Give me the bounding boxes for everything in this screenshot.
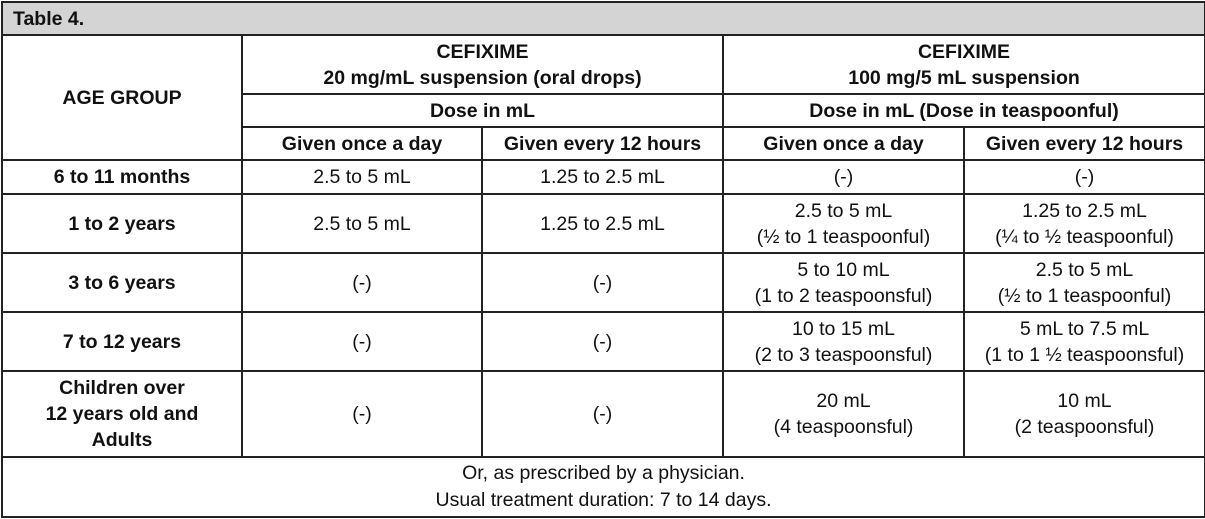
p1-every12-header: Given every 12 hours xyxy=(482,127,723,160)
p1-once-cell xyxy=(242,253,482,312)
cell-line: (-) xyxy=(1074,166,1095,188)
cell-line: 7 to 12 years xyxy=(62,330,182,353)
cell-line: 2.5 to 5 mL xyxy=(1035,258,1134,281)
cell-line: (2 teaspoonsful) xyxy=(1014,416,1155,438)
cell-line: 2.5 to 5 mL xyxy=(313,166,411,188)
p2-once-header: Given once a day xyxy=(723,127,964,160)
p2-every12-cell xyxy=(964,312,1205,371)
p1-once-cell xyxy=(242,160,482,194)
cell-line: 10 mL xyxy=(1057,390,1112,412)
p2-every12-cell xyxy=(964,194,1205,253)
p2-every12-cell xyxy=(964,253,1205,312)
cell-line: 3 to 6 years xyxy=(68,271,176,294)
cell-line: (-) xyxy=(592,403,613,425)
p1-once-cell xyxy=(242,371,482,457)
product2-header xyxy=(723,35,1205,94)
p1-once-cell xyxy=(242,312,482,371)
cell-line: 1 to 2 years xyxy=(68,212,176,235)
age-cell xyxy=(2,194,242,253)
age-cell xyxy=(2,371,242,457)
p2-every12-header: Given every 12 hours xyxy=(964,127,1205,160)
cell-line: (½ to 1 teaspoonful) xyxy=(756,225,931,248)
p1-every12-cell xyxy=(482,312,723,371)
cell-line: (1 to 2 teaspoonsful) xyxy=(754,284,933,307)
p1-once-cell xyxy=(242,194,482,253)
age-group-header: AGE GROUP xyxy=(2,35,242,160)
age-cell xyxy=(2,312,242,371)
p2-once-cell xyxy=(723,253,964,312)
product2-name: CEFIXIME xyxy=(917,40,1011,63)
age-cell xyxy=(2,160,242,194)
table-row xyxy=(2,194,1205,253)
cell-line: 12 years old and xyxy=(45,403,199,425)
table-row xyxy=(2,371,1205,457)
p1-every12-cell xyxy=(482,371,723,457)
cell-line: (-) xyxy=(592,271,613,294)
table-footer xyxy=(2,457,1205,517)
p1-every12-cell xyxy=(482,253,723,312)
p2-every12-cell xyxy=(964,160,1205,194)
product1-name: CEFIXIME xyxy=(436,40,529,63)
p2-once-cell xyxy=(723,194,964,253)
cell-line: (-) xyxy=(592,330,613,353)
cell-line: (4 teaspoonsful) xyxy=(773,416,914,438)
p2-every12-cell xyxy=(964,371,1205,457)
cell-line: 1.25 to 2.5 mL xyxy=(1022,199,1147,222)
product2-dose-unit: Dose in mL (Dose in teaspoonful) xyxy=(723,94,1205,127)
cell-line: 5 to 10 mL xyxy=(797,258,890,281)
cell-line: (½ to 1 teaspoonful) xyxy=(997,284,1172,307)
cell-line: 1.25 to 2.5 mL xyxy=(540,166,665,188)
age-cell xyxy=(2,253,242,312)
p1-every12-cell xyxy=(482,160,723,194)
footer-note: Or, as prescribed by a physician. xyxy=(462,462,745,484)
table-title: Table 4. xyxy=(2,2,1205,35)
cell-line: (-) xyxy=(352,403,372,425)
product1-dose-unit: Dose in mL xyxy=(242,94,723,127)
cell-line: 2.5 to 5 mL xyxy=(313,212,411,235)
footer-duration: Usual treatment duration: 7 to 14 days. xyxy=(435,489,772,511)
product1-form: 20 mg/mL suspension (oral drops) xyxy=(323,66,642,89)
p2-once-cell xyxy=(723,312,964,371)
p1-once-header: Given once a day xyxy=(242,127,482,160)
cell-line: 6 to 11 months xyxy=(53,166,191,188)
p1-every12-cell xyxy=(482,194,723,253)
dosage-table xyxy=(1,1,1205,518)
product2-form: 100 mg/5 mL suspension xyxy=(848,66,1080,89)
p2-once-cell xyxy=(723,160,964,194)
cell-line: Children over xyxy=(59,377,185,399)
table-row xyxy=(2,160,1205,194)
cell-line: (1 to 1 ½ teaspoonsful) xyxy=(984,343,1185,366)
cell-line: (¼ to ½ teaspoonful) xyxy=(995,225,1174,248)
cell-line: 20 mL xyxy=(816,390,871,412)
cell-line: 5 mL to 7.5 mL xyxy=(1019,317,1150,340)
table-row xyxy=(2,312,1205,371)
p2-once-cell xyxy=(723,371,964,457)
cell-line: 2.5 to 5 mL xyxy=(794,199,893,222)
cell-line: (-) xyxy=(352,271,372,294)
cell-line: (-) xyxy=(833,166,854,188)
cell-line: 1.25 to 2.5 mL xyxy=(540,212,665,235)
cell-line: (2 to 3 teaspoonsful) xyxy=(754,343,933,366)
product1-header xyxy=(242,35,723,94)
table-row xyxy=(2,253,1205,312)
cell-line: Adults xyxy=(91,429,153,451)
cell-line: (-) xyxy=(352,330,372,353)
cell-line: 10 to 15 mL xyxy=(792,317,895,340)
